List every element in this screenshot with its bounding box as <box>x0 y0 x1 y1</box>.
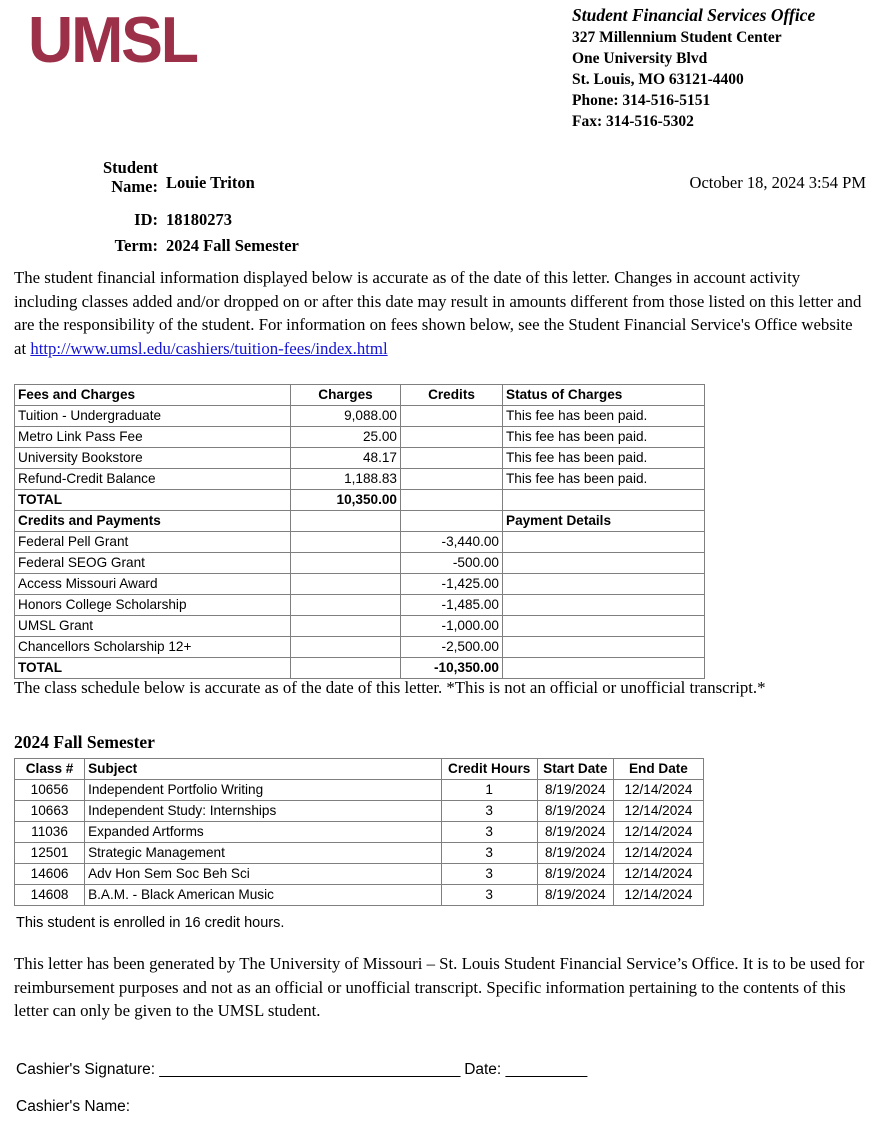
class-subject: Independent Study: Internships <box>85 801 442 822</box>
class-subject: Strategic Management <box>85 843 442 864</box>
fee-status: This fee has been paid. <box>503 406 705 427</box>
fee-credits <box>401 469 503 490</box>
fee-description: Tuition - Undergraduate <box>15 406 291 427</box>
class-start-date: 8/19/2024 <box>537 801 613 822</box>
payment-charges <box>291 595 401 616</box>
class-end-date: 12/14/2024 <box>613 843 703 864</box>
class-start-date: 8/19/2024 <box>537 885 613 906</box>
payments-header-charges <box>291 511 401 532</box>
payment-details <box>503 637 705 658</box>
fee-description: Refund-Credit Balance <box>15 469 291 490</box>
class-end-date: 12/14/2024 <box>613 822 703 843</box>
schedule-header-end-date: End Date <box>613 759 703 780</box>
table-row <box>15 843 704 864</box>
intro-text: The student financial information displayed below is accurate as of the date of this letter. Changes in account activity including classes added and/or dropped on or after this date may result in amounts different from those listed on this letter and are the responsibility of the student. For information on fees shown below, see the Student Financial Service's Office website at <box>14 268 862 358</box>
fee-charges: 25.00 <box>291 427 401 448</box>
fees-header-credits: Credits <box>401 385 503 406</box>
signature-date-blank[interactable]: __________ <box>505 1061 587 1078</box>
student-name-row <box>14 158 314 196</box>
class-credit-hours: 3 <box>441 864 537 885</box>
class-credit-hours: 1 <box>441 780 537 801</box>
class-start-date: 8/19/2024 <box>537 822 613 843</box>
office-address-line-1: 327 Millennium Student Center <box>572 29 782 46</box>
cashier-signature-line <box>16 1060 587 1080</box>
class-credit-hours: 3 <box>441 822 537 843</box>
student-term-label: Term: <box>114 236 158 255</box>
class-number: 14606 <box>15 864 85 885</box>
credit-hours-note: This student is enrolled in 16 credit hours. <box>16 915 285 931</box>
fees-and-charges-table <box>14 384 705 679</box>
schedule-heading: 2024 Fall Semester <box>14 732 155 752</box>
schedule-header-start-date: Start Date <box>537 759 613 780</box>
payment-description: Federal SEOG Grant <box>15 553 291 574</box>
office-address-line-3: St. Louis, MO 63121-4400 <box>572 71 744 88</box>
payment-credits: -2,500.00 <box>401 637 503 658</box>
fees-header-description: Fees and Charges <box>15 385 291 406</box>
class-start-date: 8/19/2024 <box>537 864 613 885</box>
schedule-header-row <box>15 759 704 780</box>
class-subject: B.A.M. - Black American Music <box>85 885 442 906</box>
table-row <box>15 469 705 490</box>
fee-charges: 48.17 <box>291 448 401 469</box>
charges-total-row <box>15 490 705 511</box>
charges-total-label: TOTAL <box>15 490 291 511</box>
schedule-header-class-no: Class # <box>15 759 85 780</box>
class-number: 11036 <box>15 822 85 843</box>
signature-date-label: Date: <box>464 1061 502 1078</box>
payment-details <box>503 595 705 616</box>
class-schedule-table <box>14 758 704 906</box>
student-id-row <box>14 210 314 230</box>
class-credit-hours: 3 <box>441 843 537 864</box>
payments-header-description: Credits and Payments <box>15 511 291 532</box>
fee-status: This fee has been paid. <box>503 469 705 490</box>
office-address-line-2: One University Blvd <box>572 50 708 67</box>
student-name-label: Student Name: <box>102 158 158 196</box>
charges-total-credits <box>401 490 503 511</box>
class-end-date: 12/14/2024 <box>613 864 703 885</box>
fee-credits <box>401 448 503 469</box>
table-row <box>15 406 705 427</box>
tuition-fees-link[interactable]: http://www.umsl.edu/cashiers/tuition-fees/index.html <box>30 338 388 358</box>
schedule-header-subject: Subject <box>85 759 442 780</box>
payment-description: Access Missouri Award <box>15 574 291 595</box>
letterhead <box>0 0 876 150</box>
payments-header-row <box>15 511 705 532</box>
class-start-date: 8/19/2024 <box>537 843 613 864</box>
office-phone: Phone: 314-516-5151 <box>572 92 711 109</box>
class-number: 10663 <box>15 801 85 822</box>
table-row <box>15 616 705 637</box>
table-row <box>15 595 705 616</box>
schedule-note-paragraph: The class schedule below is accurate as of the date of this letter. *This is not an official or unofficial transcript.* <box>14 678 766 697</box>
fees-header-row <box>15 385 705 406</box>
class-end-date: 12/14/2024 <box>613 801 703 822</box>
fee-status: This fee has been paid. <box>503 448 705 469</box>
payment-description: UMSL Grant <box>15 616 291 637</box>
class-subject: Adv Hon Sem Soc Beh Sci <box>85 864 442 885</box>
payment-details <box>503 553 705 574</box>
class-subject: Independent Portfolio Writing <box>85 780 442 801</box>
payment-charges <box>291 574 401 595</box>
payment-credits: -1,485.00 <box>401 595 503 616</box>
table-row <box>15 532 705 553</box>
payment-details <box>503 532 705 553</box>
cashier-name-line <box>16 1097 130 1117</box>
office-address-block <box>572 4 872 132</box>
payments-total-amount: -10,350.00 <box>401 658 503 679</box>
payment-charges <box>291 616 401 637</box>
payment-details <box>503 616 705 637</box>
letter-date: October 18, 2024 3:54 PM <box>689 173 866 192</box>
fee-charges: 1,188.83 <box>291 469 401 490</box>
class-end-date: 12/14/2024 <box>613 885 703 906</box>
fees-header-charges: Charges <box>291 385 401 406</box>
class-credit-hours: 3 <box>441 801 537 822</box>
fees-header-status: Status of Charges <box>503 385 705 406</box>
payment-credits: -500.00 <box>401 553 503 574</box>
class-credit-hours: 3 <box>441 885 537 906</box>
payment-credits: -1,425.00 <box>401 574 503 595</box>
table-row <box>15 801 704 822</box>
class-end-date: 12/14/2024 <box>613 780 703 801</box>
fee-charges: 9,088.00 <box>291 406 401 427</box>
student-id-label: ID: <box>134 210 158 229</box>
table-row <box>15 427 705 448</box>
fee-credits <box>401 427 503 448</box>
schedule-header-credit-hours: Credit Hours <box>441 759 537 780</box>
table-row <box>15 448 705 469</box>
payment-credits: -1,000.00 <box>401 616 503 637</box>
footer-paragraph: This letter has been generated by The University of Missouri – St. Louis Student Financial Service’s Office. It is to be used for reimbursement purposes and not as an official or unofficial transcript. Specific information pertaining to the contents of this letter can only be given to the UMSL student. <box>14 954 865 1020</box>
payments-total-label: TOTAL <box>15 658 291 679</box>
class-number: 14608 <box>15 885 85 906</box>
table-row <box>15 864 704 885</box>
payment-description: Federal Pell Grant <box>15 532 291 553</box>
fee-description: Metro Link Pass Fee <box>15 427 291 448</box>
fee-description: University Bookstore <box>15 448 291 469</box>
table-row <box>15 822 704 843</box>
payment-description: Chancellors Scholarship 12+ <box>15 637 291 658</box>
payment-charges <box>291 553 401 574</box>
umsl-logo: UMSL <box>28 3 197 77</box>
table-row <box>15 885 704 906</box>
class-subject: Expanded Artforms <box>85 822 442 843</box>
student-info-block <box>0 158 876 258</box>
student-name-value: Louie Triton <box>166 173 255 192</box>
payment-charges <box>291 637 401 658</box>
class-number: 12501 <box>15 843 85 864</box>
cashier-signature-label: Cashier's Signature: <box>16 1061 156 1078</box>
class-start-date: 8/19/2024 <box>537 780 613 801</box>
table-row <box>15 574 705 595</box>
charges-total-amount: 10,350.00 <box>291 490 401 511</box>
table-row <box>15 637 705 658</box>
payments-header-credits <box>401 511 503 532</box>
table-row <box>15 780 704 801</box>
cashier-name-label: Cashier's Name: <box>16 1098 131 1115</box>
cashier-signature-blank[interactable]: _____________________________________ <box>159 1061 460 1078</box>
fee-credits <box>401 406 503 427</box>
table-row <box>15 553 705 574</box>
fee-status: This fee has been paid. <box>503 427 705 448</box>
intro-paragraph <box>14 266 866 360</box>
student-term-row <box>14 236 314 256</box>
office-title: Student Financial Services Office <box>572 5 816 25</box>
charges-total-status <box>503 490 705 511</box>
student-id-value: 18180273 <box>166 210 232 229</box>
office-fax: Fax: 314-516-5302 <box>572 113 694 130</box>
payment-credits: -3,440.00 <box>401 532 503 553</box>
class-number: 10656 <box>15 780 85 801</box>
payment-description: Honors College Scholarship <box>15 595 291 616</box>
payment-details <box>503 574 705 595</box>
student-term-value: 2024 Fall Semester <box>166 236 299 255</box>
payments-header-details: Payment Details <box>503 511 705 532</box>
payment-charges <box>291 532 401 553</box>
